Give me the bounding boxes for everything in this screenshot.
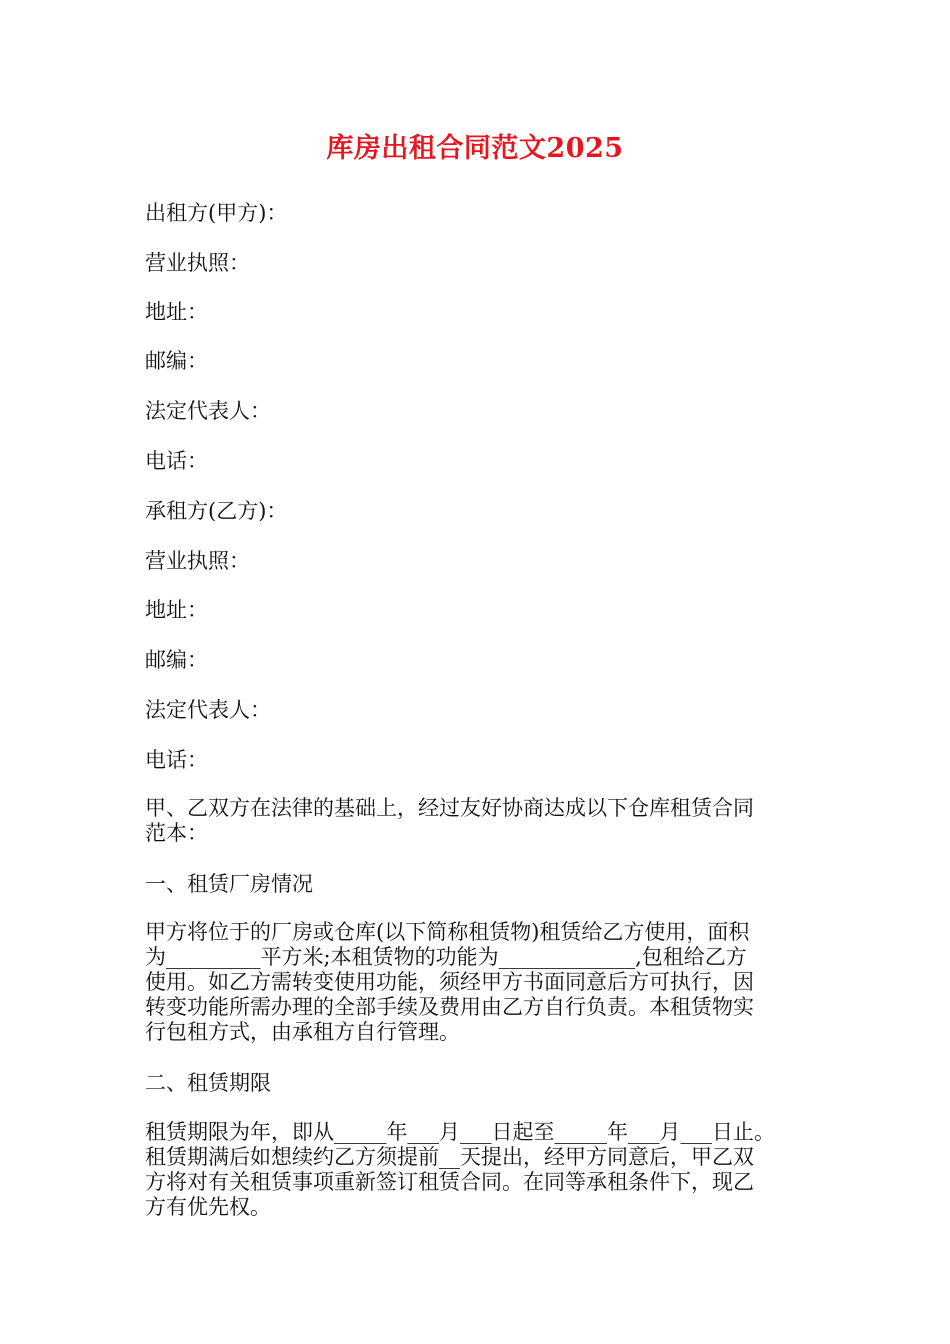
party-b-legal-rep: 法定代表人： (145, 698, 271, 722)
party-b-heading: 承租方(乙方)： (145, 499, 288, 523)
party-a-address: 地址： (145, 300, 208, 324)
section-2-line: 方有优先权。 (145, 1195, 271, 1219)
document-title: 库房出租合同范文2025 (326, 133, 624, 164)
section-1-heading: 一、租赁厂房情况 (145, 872, 313, 896)
section-1-line: 为_________平方米;本租赁物的功能为_____________,包租给乙方 (145, 945, 747, 969)
section-1-line: 使用。如乙方需转变使用功能，须经甲方书面同意后方可执行，因 (145, 970, 754, 994)
party-b-license: 营业执照： (145, 549, 250, 573)
intro-line: 范本： (145, 821, 208, 845)
intro-paragraph (145, 796, 825, 846)
party-b-address: 地址： (145, 598, 208, 622)
party-b-postcode: 邮编： (145, 648, 208, 672)
section-2-line: 租赁期满后如想续约乙方须提前__天提出，经甲方同意后，甲乙双 (145, 1145, 754, 1169)
section-1-line: 转变功能所需办理的全部手续及费用由乙方自行负责。本租赁物实 (145, 995, 754, 1019)
section-2-line: 方将对有关租赁事项重新签订租赁合同。在同等承租条件下，现乙 (145, 1170, 754, 1194)
section-1-paragraph (145, 920, 825, 1045)
section-1-line: 甲方将位于的厂房或仓库(以下简称租赁物)租赁给乙方使用，面积 (145, 920, 750, 944)
party-a-postcode: 邮编： (145, 349, 208, 373)
party-a-legal-rep: 法定代表人： (145, 399, 271, 423)
party-b-phone: 电话： (145, 748, 208, 772)
section-2-paragraph (145, 1120, 825, 1220)
party-a-heading: 出租方(甲方)： (145, 201, 288, 225)
section-2-heading: 二、租赁期限 (145, 1071, 271, 1095)
party-a-license: 营业执照： (145, 251, 250, 275)
party-a-phone: 电话： (145, 449, 208, 473)
section-2-line: 租赁期限为年，即从_____年___月___日起至_____年___月___日止。 (145, 1120, 775, 1144)
intro-line: 甲、乙双方在法律的基础上，经过友好协商达成以下仓库租赁合同 (145, 796, 754, 820)
section-1-line: 行包租方式，由承租方自行管理。 (145, 1020, 460, 1044)
